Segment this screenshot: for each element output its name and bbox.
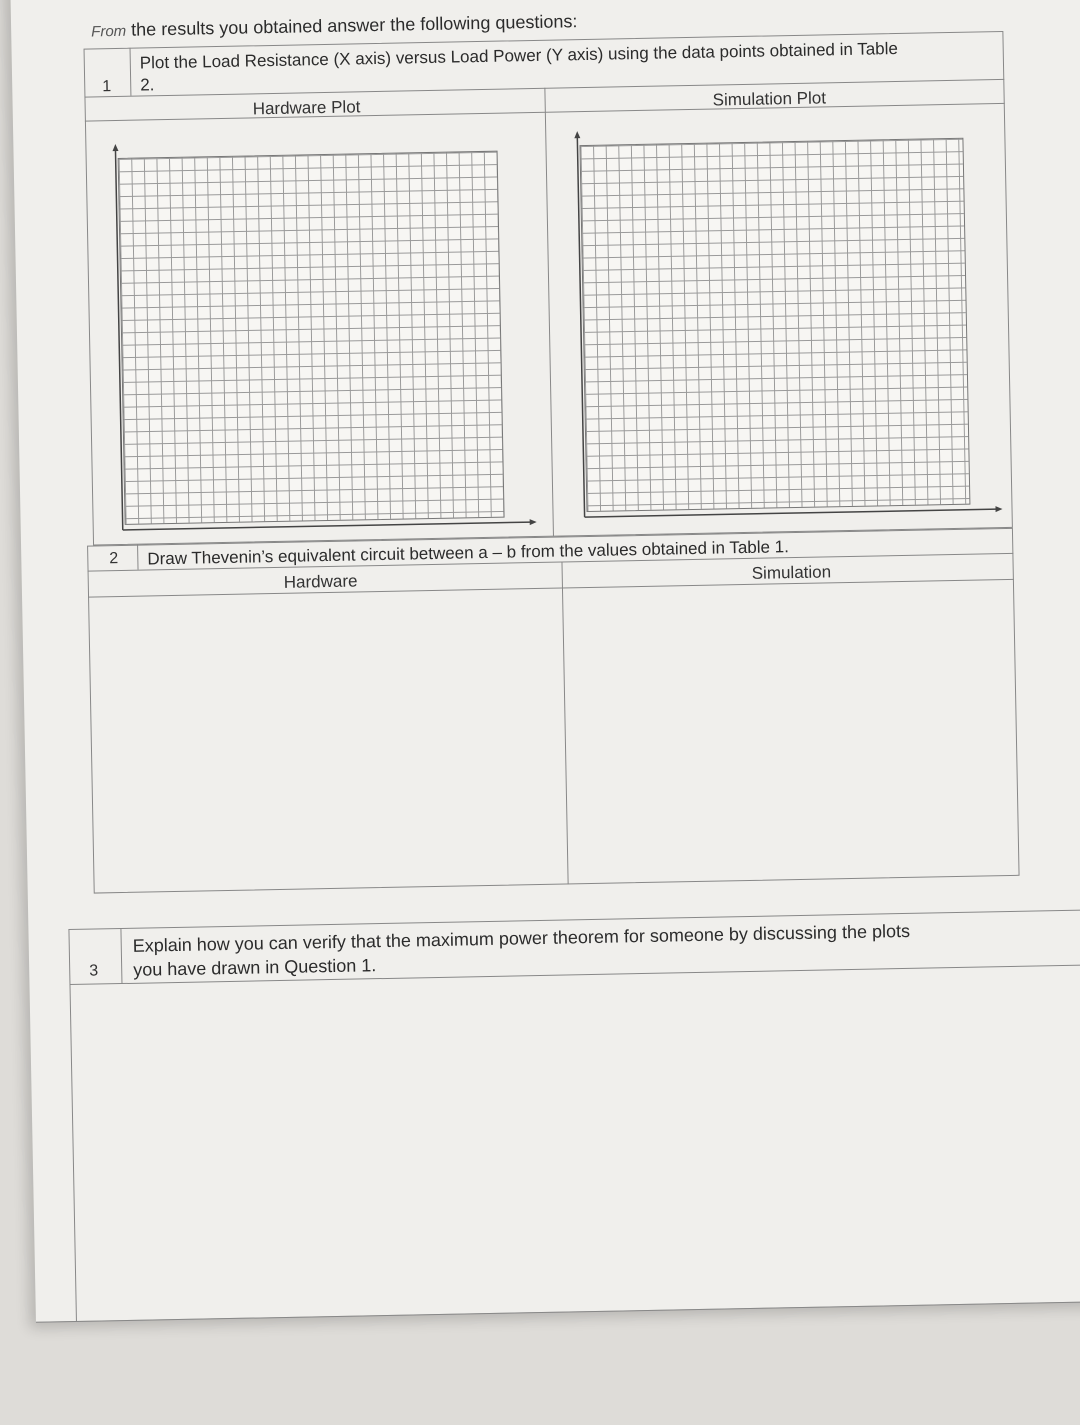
simulation-circuit-label: Simulation <box>751 562 832 583</box>
hardware-circuit-label: Hardware <box>283 571 358 592</box>
simulation-circuit-area[interactable] <box>566 583 1015 881</box>
question-3-number: 3 <box>89 962 99 980</box>
intro-text: the results you obtained answer the following questions: <box>130 11 578 40</box>
simulation-plot-axes <box>571 123 1002 523</box>
hardware-plot-label: Hardware Plot <box>252 97 361 119</box>
question-2-number: 2 <box>109 550 119 568</box>
intro-from: From <box>91 22 127 41</box>
worksheet-page <box>10 0 1080 1322</box>
question-3-text-line2: you have drawn in Question 1. <box>133 955 377 980</box>
hardware-plot-axes <box>109 136 536 536</box>
question-2-text: Draw Thevenin’s equivalent circuit between a – b from the values obtained in Table 1. <box>147 537 790 569</box>
intro-line <box>91 11 578 41</box>
question-1-text-line1: Plot the Load Resistance (X axis) versus Load Power (Y axis) using the data points obtained in Table <box>139 38 899 73</box>
question-1-number: 1 <box>102 78 112 96</box>
answer-area-question-3[interactable] <box>74 970 1080 1317</box>
q3-number-divider <box>120 928 122 983</box>
question-1-text-line2: 2. <box>140 75 155 95</box>
simulation-plot-label: Simulation Plot <box>712 88 827 110</box>
question-3-text-line1: Explain how you can verify that the maximum power theorem for someone by discussing the plots <box>132 920 911 956</box>
hardware-circuit-area[interactable] <box>92 592 563 891</box>
